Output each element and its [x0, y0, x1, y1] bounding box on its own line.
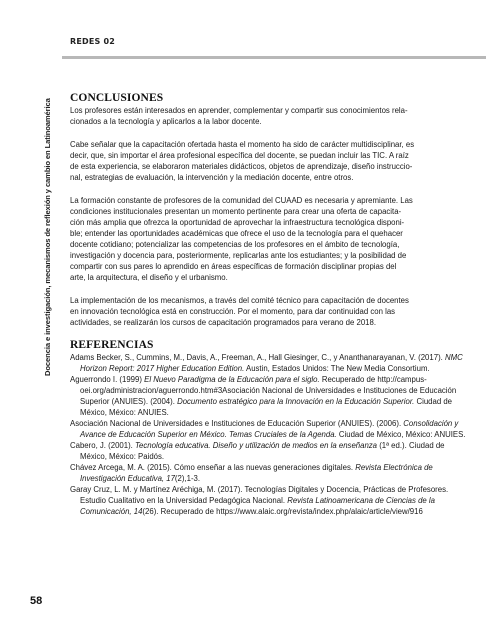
text-line: arte, la arquitectura, el diseño y el urbanismo.: [70, 273, 228, 282]
reference-entry: Asociación Nacional de Universidades e Instituciones de Educación Superior (ANUIES). (2006). Consolidación y Avance de Educación Superior en México. Temas Cruciales de la Agenda. Ciudad de México, México: ANUIES.: [70, 419, 466, 439]
sidebar-title: Docencia e investigación, mecanismos de reflexión y cambio en Latinoamérica: [43, 98, 52, 376]
paragraph-3: [70, 195, 472, 283]
reference-entry: Chávez Arcega, M. A. (2015). Cómo enseñar a las nuevas generaciones digitales. Revista Electrónica de Investigación Educativa, 17(2),1-3.: [70, 463, 433, 483]
text-line: La formación constante de profesores de la comunidad del CUAAD es necesaria y apremiante. Las: [70, 196, 413, 205]
text-line: cionados a la tecnología y aplicarlos a la labor docente.: [70, 117, 262, 126]
text-line: Cabe señalar que la capacitación ofertada hasta el momento ha sido de carácter multidisciplinar, es: [70, 140, 415, 149]
reference-entry: Garay Cruz, L. M. y Martínez Aréchiga, M. (2017). Tecnologías Digitales y Docencia, Prácticas de Profesores. Estudio Cualitativo en la Universidad Pedagógica Nacional. Revista Latinoamericana de Ciencias de la Comunicación, 14(26). Recuperado de https://www.alaic.org/revista/index.php/alaic/article/view/916: [70, 485, 449, 516]
reference-entry: Adams Becker, S., Cummins, M., Davis, A., Freeman, A., Hall Giesinger, C., y Ananthanarayanan, V. (2017). NMC Horizon Report: 2017 Higher Education Edition. Austin, Estados Unidos: The New Media Consortium.: [70, 353, 463, 373]
text-line: decir, que, sin importar el área profesional específica del docente, se puedan incluir las TIC. A raíz: [70, 151, 409, 160]
text-line: ción más amplia que ofrezca la oportunidad de aprovechar la infraestructura tecnológica disponi-: [70, 218, 405, 227]
text-line: compartir con sus pares lo aprendido en áreas específicas de formación disciplinar propias del: [70, 262, 397, 271]
text-line: La implementación de los mecanismos, a través del comité técnico para capacitación de docentes: [70, 296, 409, 305]
main-content: [70, 92, 472, 517]
paragraph-4: [70, 295, 472, 328]
text-line: nal, estrategias de evaluación, la intervención y la mediación docente, entre otros.: [70, 173, 354, 182]
running-header: REDES 02: [70, 37, 116, 46]
header-rule: [62, 56, 486, 59]
reference-entry: Aguerrondo I. (1999) El Nuevo Paradigma de la Educación para el siglo. Recuperado de http://campus-oei.org/administracion/aguerrondo.htm#3Asociación Nacional de Universidades e Instituciones de Educación Superior (ANUIES). (2004). Documento estratégico para la Innovación en la Educación Superior. Ciudad de México, México: ANUIES.: [70, 375, 457, 417]
text-line: Los profesores están interesados en aprender, complementar y compartir sus conocimientos rela-: [70, 106, 408, 115]
text-line: docente cotidiano; potencializar las competencias de los profesores en el ámbito de tecnología,: [70, 240, 400, 249]
conclusiones-heading: CONCLUSIONES: [70, 92, 164, 104]
text-line: investigación y docencia para, posteriormente, replicarlas ante los estudiantes; y la posibilidad de: [70, 251, 407, 260]
text-line: de esta experiencia, se elaboraron materiales didácticos, objetos de aprendizaje, diseño instruccio-: [70, 162, 413, 171]
text-line: ble; entender las oportunidades académicas que ofrece el uso de la tecnología para el quehacer: [70, 229, 403, 238]
text-line: condiciones institucionales presentan un momento pertinente para crear una oferta de capacita-: [70, 207, 402, 216]
reference-entry: Cabero, J. (2001). Tecnología educativa. Diseño y utilización de medios en la enseñanza (1ª ed.). Ciudad de México, México: Paidós.: [70, 441, 445, 461]
reference-list: [70, 352, 472, 517]
paragraph-2: [70, 139, 472, 183]
text-line: en innovación tecnológica está en construcción. Por el momento, para dar continuidad con las: [70, 307, 396, 316]
text-line: actividades, se realizarán los cursos de capacitación programados para verano de 2018.: [70, 318, 376, 327]
referencias-heading: REFERENCIAS: [70, 339, 154, 351]
paragraph-1: [70, 105, 472, 127]
page-number: 58: [30, 595, 43, 607]
